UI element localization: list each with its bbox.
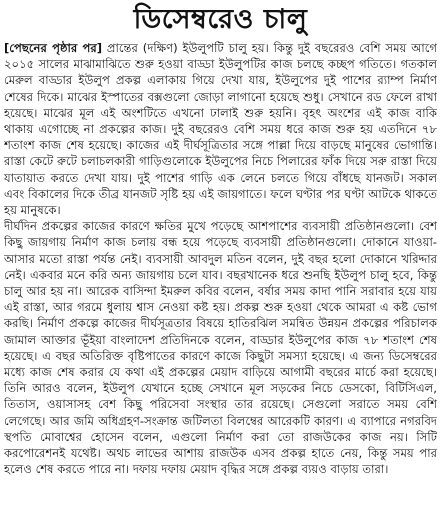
- paragraph-1: [4, 40, 437, 218]
- continued-from-label: [পেছনের পৃষ্ঠার পর]: [4, 41, 103, 55]
- paragraph-2: দীর্ঘদিন প্রকল্পের কাজের কারণে ক্ষতির মুখে পড়েছে আশপাশের ব্যবসায়ী প্রতিষ্ঠানগুলো। বেশ কিছু জায়গায় নির্মাণ কাজ চলায় বন্ধ হয়ে পড়েছে ব্যবসায়ী প্রতিষ্ঠানগুলো। দোকানে যাওয়া-আসার মতো রাস্তা পর্যন্ত নেই। ব্যবসায়ী আবদুল মতিন বলেন, দুই বছর হলো দোকানে খরিদ্দার নেই। একবার মনে করি অন্য জায়গায় চলে যাব। বছরখানেক ধরে শুনছি ইউলুপ চালু হবে, কিন্তু চালু আর হয় না। আরেক বাসিন্দা ইমরুল কবির বলেন, বর্ষার সময় কাদা পানি সরাবার হয়ে যায় এই রাস্তা, আর গরমে ধুলায় শ্বাস নেওয়া কষ্ট হয়। প্রকল্প শুরু হওয়া থেকে আমরা এ কষ্ট ভোগ করছি। নির্মাণ প্রকল্পে কাজের দীর্ঘসূত্রতার বিষয়ে হাতিরঝিল সমন্বিত উন্নয়ন প্রকল্পের পরিচালক জামাল আক্তার ভূঁইয়া বাংলাদেশ প্রতিদিনকে বলেন, বাড্ডার ইউলুপের কাজ ৭৮ শতাংশ শেষ হয়েছে। এ বছর অতিরিক্ত বৃষ্টিপাতের কারণে কাজে কিছুটা সমস্যা হয়েছে। এ জন্য ডিসেম্বরের মধ্যে কাজ শেষ করার যে কথা এই প্রকল্পের মেয়াদ বাড়িয়ে আগামী বছরের মার্চে করা হয়েছে। তিনি আরও বলেন, ইউলুপ যেখানে হচ্ছে সেখানে মূল সড়কের নিচে ডেসকো, বিটিসিএল, তিতাস, ওয়াসাসহ বেশ কিছু পরিসেবা সংস্থার তার রয়েছে। সেগুলো সরাতে সময় বেশি লেগেছে। আর জমি অধিগ্রহণ-সংক্রান্ত জটিলতা বিলম্বের আরেকটি কারণ। এ ব্যাপারে নগরবিদ স্থপতি মোবাশ্বের হোসেন বলেন, এগুলো নির্মাণ করা তো রাজউকের কাজ নয়। সিটি করপোরেশনই যথেষ্ট। অথচ লাভের আশায় রাজউক এসব প্রকল্প হাতে নেয়, কিন্তু সময় পার হলেও শেষ করতে পারে না। দফায় দফায় মেয়াদ বৃদ্ধির সঙ্গে প্রকল্প ব্যয়ও বাড়ায় তারা।: [4, 219, 437, 477]
- article-body: [4, 40, 437, 477]
- headline: ডিসেম্বরেও চালু: [133, 4, 308, 35]
- paragraph-1-text: প্রান্তের (দক্ষিণ) ইউলুপটি চালু হয়। কিন্তু দুই বছরেরও বেশি সময় আগে ২০১৫ সালের মাঝামাঝিতে শুরু হওয়া বাড্ডা ইউলুপটির কাজ চলছে কচ্ছপ গতিতে। গতকাল মেরুল বাড্ডার ইউলুপ প্রকল্প এলাকায় গিয়ে দেখা যায়, ইউলুপের দুই পাশের র‍্যাম্প নির্মাণ শেষের দিকে। মাঝের ইস্পাতের বক্সগুলো জোড়া লাগানো হয়েছে শুধু। সেখানে রড ফেলে রাখা হয়েছে। মাঝের মূল এই অংশটিতে এখনো ঢালাই শুরু হয়নি। বৃহৎ অংশের এই কাজ বাকি থাকায় এগোচ্ছে না প্রকল্পের কাজ। দুই বছরেরও বেশি সময় ধরে কাজ শুরু হয় এতদিনে ৭৮ শতাংশ কাজ শেষ হয়েছে। কাজের এই দীর্ঘসূত্রিতার সঙ্গে পাল্লা দিয়ে বাড়ছে মানুষের ভোগান্তি। রাস্তা কেটে রুটে চলাচলকারী গাড়িগুলোকে ইউলুপের নিচে পিলারের ফাঁক দিয়ে সরু রাস্তা দিয়ে যাতায়াত করতে দেখা যায়। দুই পাশের গাড়ি এক লেনে চলতে গিয়ে বাঁধছে যানজট। সকাল এবং বিকালের দিকে তীব্র যানজট সৃষ্টি হয় এই জায়গাতে। ফলে ঘণ্টার পর ঘণ্টা আটকে থাকতে হয় মানুষকে।: [4, 41, 437, 218]
